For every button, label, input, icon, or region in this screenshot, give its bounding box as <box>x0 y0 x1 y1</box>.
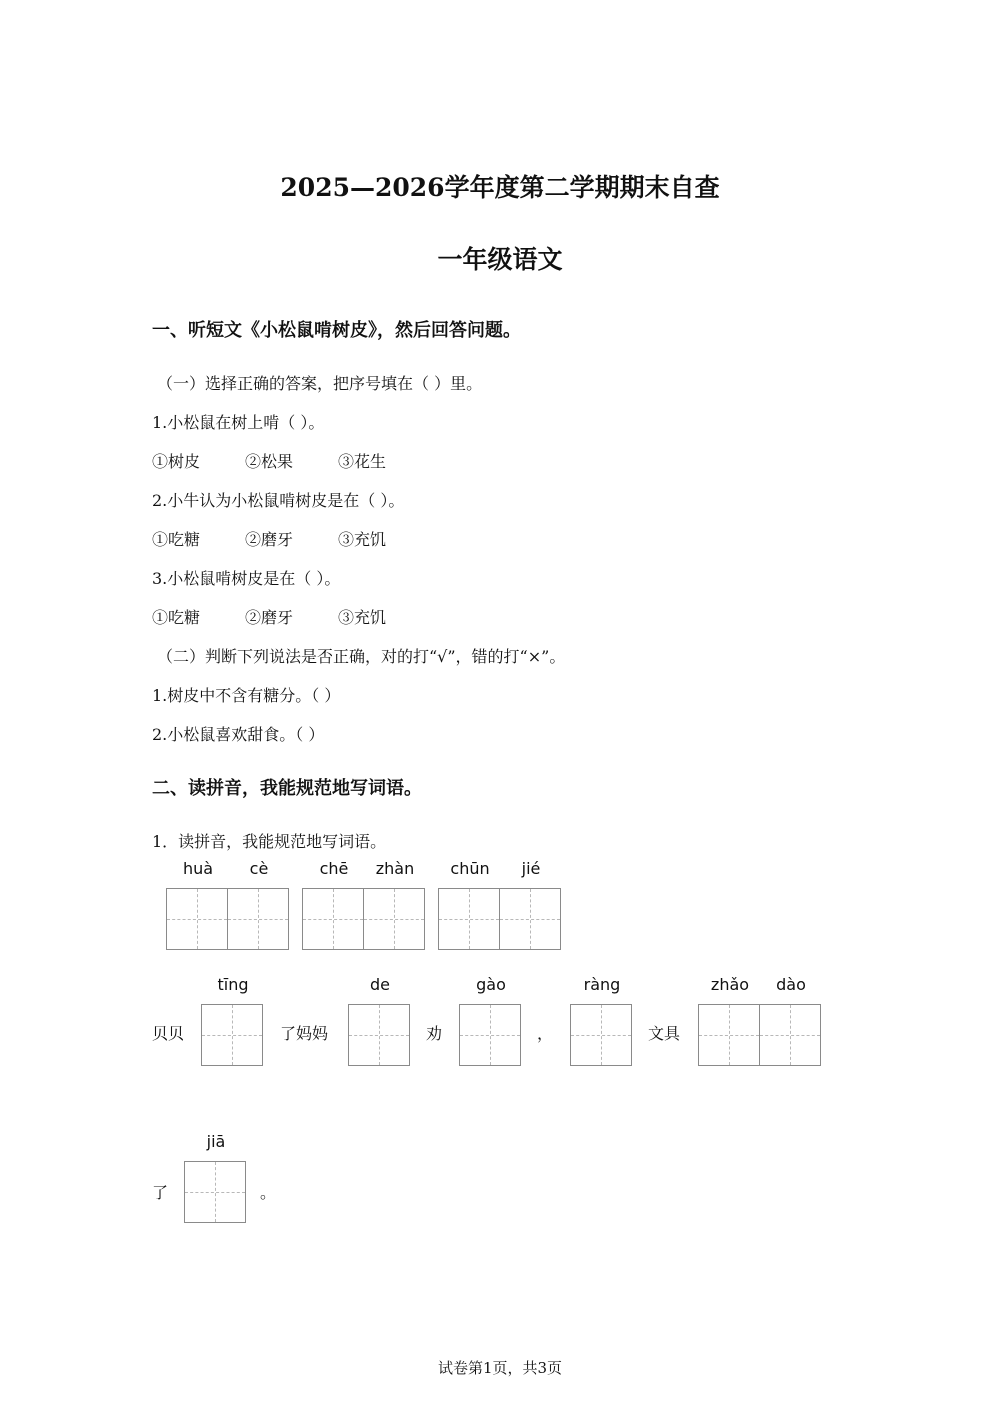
word-boxes-chezhan[interactable] <box>302 859 425 950</box>
exam-title: 2025—2026学年度第二学期期末自查 <box>280 173 720 202</box>
pinyin: cè <box>249 859 269 878</box>
sentence-box-ting[interactable] <box>201 975 263 1066</box>
true-false-2: 2.小松鼠喜欢甜食。（ ） <box>152 725 325 744</box>
question-3-options <box>152 605 386 628</box>
question-2-options <box>152 527 386 550</box>
option: ②松果 <box>245 452 294 471</box>
sentence-fragment: 劝 <box>426 1024 443 1043</box>
question-1-options <box>152 449 386 472</box>
pinyin: zhǎo <box>710 975 750 994</box>
section2-heading: 二、读拼音，我能规范地写词语。 <box>152 778 422 799</box>
option: ③充饥 <box>338 608 387 627</box>
sentence-box-rang[interactable] <box>570 975 632 1066</box>
question-3: 3.小松鼠啃树皮是在（ ）。 <box>152 569 341 588</box>
pinyin: huà <box>182 859 214 878</box>
sentence-fragment: 文具 <box>648 1024 681 1043</box>
pinyin: gào <box>476 975 506 994</box>
true-false-1: 1.树皮中不含有糖分。（ ） <box>152 686 341 705</box>
writing-box[interactable] <box>570 975 632 1066</box>
question-2: 2.小牛认为小松鼠啃树皮是在（ ）。 <box>152 491 405 510</box>
writing-box[interactable] <box>348 975 410 1066</box>
writing-box[interactable] <box>760 975 821 1066</box>
writing-box[interactable] <box>364 859 425 950</box>
pinyin: chē <box>319 859 349 878</box>
sentence-box-de[interactable] <box>348 975 410 1066</box>
part1-instruction: （一）选择正确的答案，把序号填在（ ）里。 <box>157 374 483 393</box>
writing-box[interactable] <box>459 975 521 1066</box>
option: ①树皮 <box>152 452 201 471</box>
writing-box[interactable] <box>438 859 500 950</box>
word-boxes-huace[interactable] <box>166 859 289 950</box>
option: ①吃糖 <box>152 530 201 549</box>
page-footer: 试卷第1页，共3页 <box>437 1359 563 1377</box>
sentence-box-gao[interactable] <box>459 975 521 1066</box>
pinyin: jiā <box>206 1132 226 1151</box>
pinyin: jié <box>521 859 541 878</box>
writing-box[interactable] <box>698 975 760 1066</box>
option: ③充饥 <box>338 530 387 549</box>
writing-box[interactable] <box>184 1132 246 1223</box>
sentence-box-zhaodao[interactable] <box>698 975 821 1066</box>
word-boxes-chunjie[interactable] <box>438 859 561 950</box>
writing-box[interactable] <box>500 859 561 950</box>
option: ②磨牙 <box>245 530 294 549</box>
pinyin: chūn <box>450 859 490 878</box>
option: ③花生 <box>338 452 387 471</box>
question-1: 1.小松鼠在树上啃（ ）。 <box>152 413 325 432</box>
option: ②磨牙 <box>245 608 294 627</box>
sentence-fragment: ， <box>537 1024 554 1043</box>
pinyin: tīng <box>217 975 249 994</box>
sentence-fragment: 贝贝 <box>152 1024 185 1043</box>
section2-item: 1．读拼音，我能规范地写词语。 <box>152 832 387 851</box>
pinyin: dào <box>776 975 806 994</box>
option: ①吃糖 <box>152 608 201 627</box>
pinyin: de <box>370 975 390 994</box>
sentence-fragment: 。 <box>260 1183 277 1202</box>
section1-heading: 一、听短文《小松鼠啃树皮》，然后回答问题。 <box>152 320 521 341</box>
writing-box[interactable] <box>166 859 228 950</box>
sentence-fragment: 了妈妈 <box>280 1024 329 1043</box>
writing-box[interactable] <box>201 975 263 1066</box>
writing-box[interactable] <box>302 859 364 950</box>
pinyin: zhàn <box>375 859 415 878</box>
part2-instruction: （二）判断下列说法是否正确，对的打“√”，错的打“×”。 <box>157 647 566 666</box>
writing-box[interactable] <box>228 859 289 950</box>
exam-subtitle: 一年级语文 <box>437 245 563 274</box>
pinyin: ràng <box>583 975 621 994</box>
sentence-fragment: 了 <box>152 1183 169 1202</box>
sentence-box-jia[interactable] <box>184 1132 246 1223</box>
